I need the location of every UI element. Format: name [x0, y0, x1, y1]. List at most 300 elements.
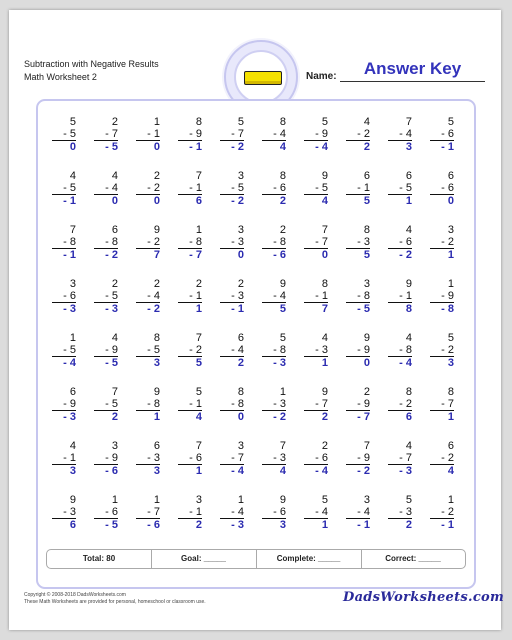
subtraction-problem [388, 494, 412, 531]
subtraction-problem [220, 224, 244, 261]
minuend: 9 [321, 386, 328, 398]
answer: 0 [153, 195, 160, 207]
subtrahend: - 2 [136, 182, 160, 195]
subtraction-problem [304, 386, 328, 423]
subtraction-problem [136, 440, 160, 477]
minuend: 1 [153, 494, 160, 506]
problem-grid [47, 112, 467, 539]
subtrahend: - 7 [388, 452, 412, 465]
subtraction-problem [178, 116, 202, 153]
answer: - 2 [399, 249, 412, 261]
minuend: 1 [447, 278, 454, 290]
minuend: 7 [69, 224, 76, 236]
minuend: 3 [237, 440, 244, 452]
subtrahend: - 1 [178, 182, 202, 195]
subtraction-problem [262, 494, 286, 531]
subtrahend: - 5 [136, 344, 160, 357]
minuend: 4 [321, 332, 328, 344]
minuend: 6 [405, 170, 412, 182]
gold-bar-icon [244, 71, 282, 85]
subtrahend: - 8 [220, 398, 244, 411]
minuend: 2 [111, 278, 118, 290]
minuend: 1 [111, 494, 118, 506]
subtraction-problem [94, 170, 118, 207]
subtraction-problem [430, 116, 454, 153]
subtraction-problem [346, 224, 370, 261]
subtraction-problem [262, 278, 286, 315]
subtrahend: - 6 [262, 506, 286, 519]
minuend: 9 [405, 278, 412, 290]
subtrahend: - 9 [94, 452, 118, 465]
subtrahend: - 8 [388, 344, 412, 357]
answer: - 1 [357, 519, 370, 531]
subtrahend: - 1 [136, 128, 160, 141]
minuend: 1 [447, 494, 454, 506]
subtraction-problem [388, 386, 412, 423]
answer: 0 [321, 249, 328, 261]
subtraction-problem [304, 116, 328, 153]
minuend: 1 [153, 116, 160, 128]
answer: 7 [321, 303, 328, 315]
answer: - 1 [63, 249, 76, 261]
subtrahend: - 4 [262, 128, 286, 141]
subtrahend: - 2 [388, 398, 412, 411]
answer: - 4 [231, 465, 244, 477]
subtraction-problem [388, 332, 412, 369]
answer: 5 [195, 357, 202, 369]
minuend: 5 [321, 494, 328, 506]
subtrahend: - 9 [346, 344, 370, 357]
subtraction-problem [136, 332, 160, 369]
subtrahend: - 3 [304, 344, 328, 357]
subtraction-problem [262, 224, 286, 261]
answer: - 4 [63, 357, 76, 369]
subtraction-problem [220, 116, 244, 153]
title-line-1: Subtraction with Negative Results [24, 59, 159, 69]
subtraction-problem [52, 170, 76, 207]
answer: - 4 [315, 141, 328, 153]
answer: 2 [279, 195, 286, 207]
subtrahend: - 1 [178, 398, 202, 411]
subtrahend: - 5 [52, 182, 76, 195]
answer: 0 [237, 411, 244, 423]
title-line-2: Math Worksheet 2 [24, 72, 97, 82]
answer: 4 [447, 465, 454, 477]
answer: - 3 [399, 465, 412, 477]
answer: 2 [363, 141, 370, 153]
minuend: 5 [69, 116, 76, 128]
minuend: 5 [195, 386, 202, 398]
subtrahend: - 5 [52, 344, 76, 357]
subtrahend: - 8 [52, 236, 76, 249]
minuend: 9 [321, 170, 328, 182]
minuend: 1 [279, 386, 286, 398]
minuend: 4 [111, 332, 118, 344]
subtrahend: - 4 [94, 182, 118, 195]
subtrahend: - 2 [346, 128, 370, 141]
answer: - 1 [189, 141, 202, 153]
subtraction-problem [430, 278, 454, 315]
subtraction-problem [94, 386, 118, 423]
subtraction-problem [304, 440, 328, 477]
minuend: 3 [237, 224, 244, 236]
minuend: 6 [363, 170, 370, 182]
subtraction-problem [346, 278, 370, 315]
answer: - 7 [357, 411, 370, 423]
answer: 4 [279, 141, 286, 153]
answer: 2 [111, 411, 118, 423]
subtrahend: - 1 [346, 182, 370, 195]
answer: - 2 [147, 303, 160, 315]
minuend: 7 [195, 440, 202, 452]
minuend: 5 [447, 116, 454, 128]
answer: 7 [153, 249, 160, 261]
minuend: 4 [405, 332, 412, 344]
subtrahend: - 5 [388, 182, 412, 195]
subtraction-problem [262, 116, 286, 153]
score-footer [46, 549, 466, 569]
answer: 8 [405, 303, 412, 315]
subtrahend: - 8 [94, 236, 118, 249]
total-count: Total: 80 [82, 554, 116, 563]
subtrahend: - 8 [178, 236, 202, 249]
subtraction-problem [346, 386, 370, 423]
minuend: 6 [153, 440, 160, 452]
answer: - 2 [231, 195, 244, 207]
answer: 0 [69, 141, 76, 153]
subtraction-problem [346, 332, 370, 369]
answer: - 3 [273, 357, 286, 369]
subtraction-problem [94, 440, 118, 477]
minuend: 8 [447, 386, 454, 398]
answer: 1 [447, 249, 454, 261]
subtrahend: - 2 [136, 236, 160, 249]
subtraction-problem [52, 116, 76, 153]
subtraction-problem [304, 494, 328, 531]
subtraction-problem [178, 494, 202, 531]
subtrahend: - 7 [304, 236, 328, 249]
name-line [340, 81, 485, 82]
subtraction-problem [94, 224, 118, 261]
minuend: 8 [321, 278, 328, 290]
subtraction-problem [220, 170, 244, 207]
subtraction-problem [178, 332, 202, 369]
answer: 5 [363, 195, 370, 207]
subtrahend: - 7 [94, 128, 118, 141]
minuend: 7 [195, 170, 202, 182]
minuend: 2 [363, 386, 370, 398]
subtraction-problem [52, 494, 76, 531]
subtraction-problem [388, 170, 412, 207]
subtrahend: - 9 [304, 128, 328, 141]
minuend: 7 [405, 116, 412, 128]
answer: 2 [405, 519, 412, 531]
copyright-line-1: Copyright © 2008-2018 DadsWorksheets.com [24, 592, 126, 598]
subtrahend: - 9 [178, 128, 202, 141]
minuend: 8 [153, 332, 160, 344]
subtrahend: - 8 [262, 344, 286, 357]
answer: - 3 [63, 411, 76, 423]
minuend: 7 [195, 332, 202, 344]
answer: - 2 [357, 465, 370, 477]
worksheet-title [24, 58, 159, 84]
subtrahend: - 3 [136, 452, 160, 465]
subtraction-problem [220, 440, 244, 477]
minuend: 7 [111, 386, 118, 398]
answer: 0 [111, 195, 118, 207]
subtrahend: - 9 [346, 398, 370, 411]
subtrahend: - 3 [220, 290, 244, 303]
answer: 1 [447, 411, 454, 423]
minuend: 2 [195, 278, 202, 290]
subtraction-problem [136, 278, 160, 315]
minuend: 8 [195, 116, 202, 128]
subtraction-problem [304, 278, 328, 315]
minuend: 5 [405, 494, 412, 506]
subtraction-problem [52, 332, 76, 369]
subtrahend: - 7 [220, 452, 244, 465]
minuend: 2 [153, 278, 160, 290]
subtrahend: - 4 [220, 506, 244, 519]
subtraction-problem [220, 278, 244, 315]
correct-field: Correct: _____ [385, 554, 441, 563]
answer: - 1 [441, 519, 454, 531]
answer: - 3 [105, 303, 118, 315]
subtrahend: - 9 [52, 398, 76, 411]
subtrahend: - 9 [346, 452, 370, 465]
subtrahend: - 6 [388, 236, 412, 249]
answer: - 4 [399, 357, 412, 369]
answer: - 3 [63, 303, 76, 315]
answer: 0 [153, 141, 160, 153]
goal-field: Goal: _____ [181, 554, 226, 563]
subtrahend: - 5 [94, 290, 118, 303]
minuend: 8 [279, 116, 286, 128]
minuend: 4 [405, 440, 412, 452]
minuend: 4 [111, 170, 118, 182]
subtraction-problem [262, 386, 286, 423]
subtraction-problem [178, 386, 202, 423]
answer: 5 [279, 303, 286, 315]
copyright-notice [24, 592, 206, 606]
subtrahend: - 6 [52, 290, 76, 303]
answer: 3 [153, 357, 160, 369]
minuend: 5 [447, 332, 454, 344]
subtraction-problem [262, 440, 286, 477]
minuend: 7 [321, 224, 328, 236]
answer: - 4 [315, 465, 328, 477]
subtraction-problem [346, 440, 370, 477]
minuend: 3 [447, 224, 454, 236]
minuend: 2 [279, 224, 286, 236]
subtraction-problem [94, 332, 118, 369]
answer: - 5 [105, 357, 118, 369]
minuend: 2 [321, 440, 328, 452]
subtrahend: - 2 [430, 452, 454, 465]
subtraction-problem [136, 494, 160, 531]
answer: 1 [321, 519, 328, 531]
subtraction-problem [388, 440, 412, 477]
minuend: 8 [237, 386, 244, 398]
minuend: 1 [69, 332, 76, 344]
subtrahend: - 4 [346, 506, 370, 519]
answer: 5 [363, 249, 370, 261]
answer: 3 [447, 357, 454, 369]
problems-frame [36, 99, 476, 589]
answer: 0 [237, 249, 244, 261]
subtrahend: - 5 [220, 182, 244, 195]
answer: 3 [69, 465, 76, 477]
subtrahend: - 3 [52, 506, 76, 519]
subtraction-problem [430, 170, 454, 207]
answer: - 8 [441, 303, 454, 315]
subtrahend: - 7 [430, 398, 454, 411]
subtrahend: - 7 [220, 128, 244, 141]
copyright-line-2: These Math Worksheets are provided for personal, homeschool or classroom use. [24, 599, 206, 605]
minuend: 8 [279, 170, 286, 182]
minuend: 4 [363, 116, 370, 128]
answer: 1 [153, 411, 160, 423]
subtraction-problem [346, 116, 370, 153]
subtraction-problem [430, 440, 454, 477]
answer: 6 [405, 411, 412, 423]
subtraction-problem [178, 440, 202, 477]
subtrahend: - 6 [94, 506, 118, 519]
subtrahend: - 5 [52, 128, 76, 141]
minuend: 6 [69, 386, 76, 398]
subtraction-problem [178, 170, 202, 207]
answer-key-text: Answer Key [363, 59, 462, 78]
minuend: 9 [279, 278, 286, 290]
subtraction-problem [94, 116, 118, 153]
subtrahend: - 3 [220, 236, 244, 249]
minuend: 2 [237, 278, 244, 290]
answer: - 6 [105, 465, 118, 477]
answer: - 2 [105, 249, 118, 261]
name-label: Name: [306, 71, 337, 82]
answer: - 2 [231, 141, 244, 153]
minuend: 1 [237, 494, 244, 506]
answer: 1 [195, 303, 202, 315]
minuend: 4 [405, 224, 412, 236]
answer: 2 [321, 411, 328, 423]
subtrahend: - 5 [94, 398, 118, 411]
subtrahend: - 6 [262, 182, 286, 195]
subtraction-problem [52, 224, 76, 261]
subtrahend: - 9 [430, 290, 454, 303]
answer: - 6 [147, 519, 160, 531]
subtraction-problem [136, 386, 160, 423]
answer: 3 [405, 141, 412, 153]
subtrahend: - 6 [178, 452, 202, 465]
subtraction-problem [136, 116, 160, 153]
subtrahend: - 8 [136, 398, 160, 411]
subtraction-problem [304, 170, 328, 207]
subtrahend: - 2 [178, 344, 202, 357]
minuend: 9 [69, 494, 76, 506]
subtraction-problem [178, 278, 202, 315]
minuend: 9 [363, 332, 370, 344]
subtrahend: - 4 [262, 290, 286, 303]
subtraction-problem [388, 278, 412, 315]
answer: 0 [447, 195, 454, 207]
subtrahend: - 4 [388, 128, 412, 141]
subtrahend: - 8 [262, 236, 286, 249]
minuend: 2 [111, 116, 118, 128]
answer: - 7 [189, 249, 202, 261]
minuend: 6 [237, 332, 244, 344]
minuend: 8 [405, 386, 412, 398]
subtrahend: - 6 [430, 128, 454, 141]
answer: - 2 [273, 411, 286, 423]
minuend: 3 [195, 494, 202, 506]
subtraction-problem [94, 278, 118, 315]
minuend: 3 [69, 278, 76, 290]
minuend: 4 [69, 440, 76, 452]
subtraction-problem [430, 494, 454, 531]
subtrahend: - 5 [304, 182, 328, 195]
subtrahend: - 8 [346, 290, 370, 303]
brand-logo: DadsWorksheets.com [343, 590, 505, 605]
subtraction-problem [136, 170, 160, 207]
subtraction-problem [346, 494, 370, 531]
subtrahend: - 3 [346, 236, 370, 249]
answer: 0 [363, 357, 370, 369]
subtrahend: - 3 [262, 398, 286, 411]
subtraction-problem [388, 224, 412, 261]
minuend: 1 [195, 224, 202, 236]
medal-inner-ring [234, 50, 288, 104]
subtrahend: - 2 [430, 344, 454, 357]
minuend: 7 [363, 440, 370, 452]
answer: 1 [321, 357, 328, 369]
subtraction-problem [136, 224, 160, 261]
subtrahend: - 4 [304, 506, 328, 519]
answer: - 5 [105, 519, 118, 531]
subtrahend: - 1 [52, 452, 76, 465]
minuend: 5 [321, 116, 328, 128]
subtraction-problem [52, 278, 76, 315]
worksheet-page [9, 10, 505, 630]
subtrahend: - 2 [430, 506, 454, 519]
subtrahend: - 1 [304, 290, 328, 303]
subtrahend: - 6 [430, 182, 454, 195]
subtraction-problem [52, 440, 76, 477]
answer: 4 [321, 195, 328, 207]
answer: 2 [195, 519, 202, 531]
subtraction-problem [178, 224, 202, 261]
subtrahend: - 7 [304, 398, 328, 411]
minuend: 5 [237, 116, 244, 128]
subtraction-problem [304, 224, 328, 261]
minuend: 6 [447, 170, 454, 182]
answer: 3 [279, 519, 286, 531]
answer: 1 [405, 195, 412, 207]
answer: 3 [153, 465, 160, 477]
subtraction-problem [262, 170, 286, 207]
minuend: 3 [237, 170, 244, 182]
subtrahend: - 4 [220, 344, 244, 357]
subtraction-problem [430, 386, 454, 423]
minuend: 9 [153, 386, 160, 398]
minuend: 9 [279, 494, 286, 506]
minuend: 3 [363, 278, 370, 290]
subtraction-problem [262, 332, 286, 369]
subtraction-problem [388, 116, 412, 153]
minuend: 7 [279, 440, 286, 452]
subtrahend: - 1 [178, 506, 202, 519]
minuend: 6 [111, 224, 118, 236]
